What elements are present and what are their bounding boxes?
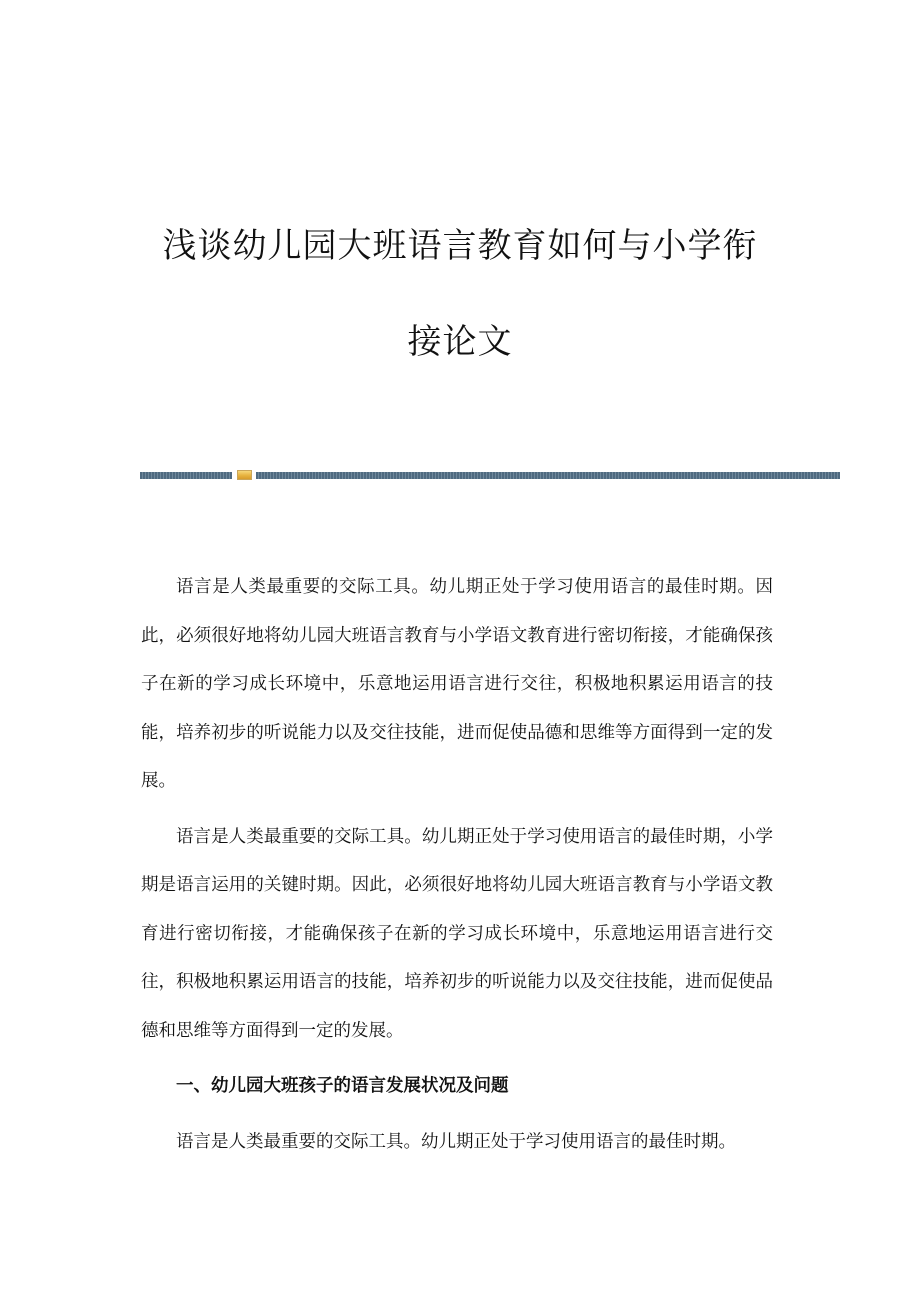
paragraph-2: 语言是人类最重要的交际工具。幼儿期正处于学习使用语言的最佳时期，小学期是语言运用的关键时期。因此，必须很好地将幼儿园大班语言教育与小学语文教育进行密切衔接，才能确保孩子在新的学习成长环境中，乐意地运用语言进行交往，积极地积累运用语言的技能，培养初步的听说能力以及交往技能，进而促使品德和思维等方面得到一定的发展。 <box>141 826 773 1041</box>
section-heading: 一、幼儿园大班孩子的语言发展状况及问题 <box>176 1076 509 1096</box>
divider-ornament-icon <box>237 470 252 480</box>
section-paragraph: 语言是人类最重要的交际工具。幼儿期正处于学习使用语言的最佳时期。 <box>176 1131 736 1152</box>
document-title-line-1: 浅谈幼儿园大班语言教育如何与小学衔 <box>162 226 758 266</box>
title-divider <box>140 470 840 480</box>
divider-bar-left <box>140 472 232 479</box>
divider-bar-right <box>256 472 840 479</box>
paragraph-1: 语言是人类最重要的交际工具。幼儿期正处于学习使用语言的最佳时期。因此，必须很好地将幼儿园大班语言教育与小学语文教育进行密切衔接，才能确保孩子在新的学习成长环境中，乐意地运用语言进行交往，积极地积累运用语言的技能，培养初步的听说能力以及交往技能，进而促使品德和思维等方面得到一定的发展。 <box>141 577 773 791</box>
document-title-line-2: 接论文 <box>407 322 513 362</box>
document-body <box>141 563 773 1166</box>
